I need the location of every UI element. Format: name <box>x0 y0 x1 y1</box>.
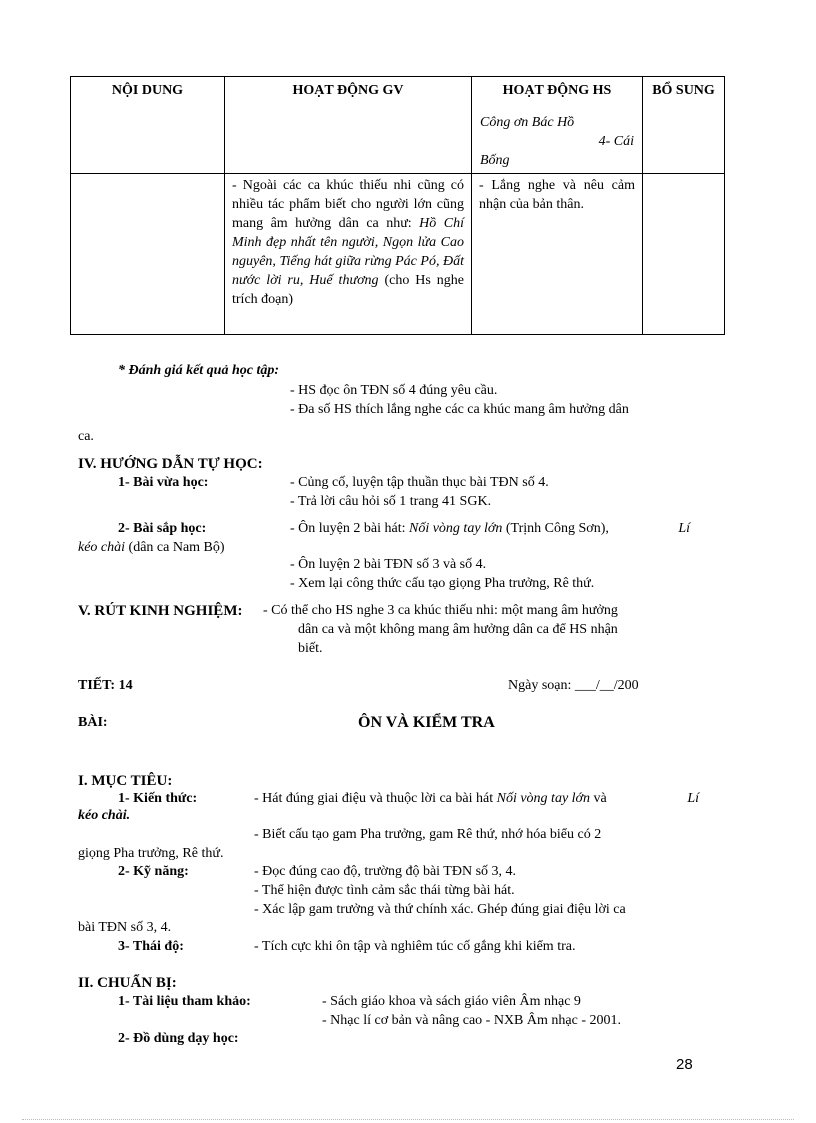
page-bottom-rule <box>22 1119 794 1120</box>
section4-sub2-line2: - Ôn luyện 2 bài TĐN số 3 và số 4. <box>290 557 487 572</box>
sub2-song2-a: Lí <box>678 521 690 536</box>
section5-line1: - Có thể cho HS nghe 3 ca khúc thiếu nhi: một mang âm hưởng <box>263 603 618 618</box>
knowledge-line2: - Biết cấu tạo gam Pha trưởng, gam Rê thứ, nhớ hóa biểu có 2 <box>254 827 602 842</box>
sub2-line1-pre: - Ôn luyện 2 bài hát: <box>290 521 409 536</box>
reference-line2: - Nhạc lí cơ bản và nâng cao - NXB Âm nhạc - 2001. <box>322 1013 621 1028</box>
header-hoat-dong-hs-label: HOẠT ĐỘNG HS <box>502 83 612 98</box>
skills-line1: - Đọc đúng cao độ, trường độ bài TĐN số 3, 4. <box>254 864 517 879</box>
skills-label: 2- Kỹ năng: <box>118 864 189 879</box>
knowledge-label: 1- Kiến thức: <box>118 791 198 806</box>
section4-sub2-label: 2- Bài sắp học: <box>118 521 207 536</box>
eval-heading: * Đánh giá kết quả học tập: <box>118 363 280 378</box>
hs-top-line3: Bống <box>480 153 510 168</box>
section2-heading: II. CHUẨN BỊ: <box>78 975 177 991</box>
section5-line2: dân ca và một không mang âm hưởng dân ca để HS nhận <box>298 622 618 637</box>
cell-bo-sung <box>643 174 725 335</box>
header-bo-sung: BỔ SUNG <box>643 77 725 174</box>
reference-label: 1- Tài liệu tham khảo: <box>118 994 251 1009</box>
gv-song-list: Hồ Chí Minh đẹp nhất tên người, Ngọn lửa Cao nguyên, Tiếng hát giữa rừng Pác Pó, Đất nước lời ru, Huế thương <box>232 216 464 288</box>
sub2-line1-mid: (Trịnh Công Sơn), <box>502 521 609 536</box>
hs-top-line2: 4- Cái <box>598 134 634 149</box>
attitude-line1: - Tích cực khi ôn tập và nghiêm túc cố gắng khi kiểm tra. <box>254 939 576 954</box>
attitude-label: 3- Thái độ: <box>118 939 184 954</box>
table-row <box>71 174 725 335</box>
bai-label: BÀI: <box>78 715 108 730</box>
k-song2-a: Lí <box>687 791 699 806</box>
cell-hoat-dong-hs: - Lắng nghe và nêu cảm nhận của bản thân. <box>472 174 643 335</box>
k-line1-mid: và <box>590 791 607 806</box>
gv-intro-text: - Ngoài các ca khúc thiếu nhi cũng có nhiều tác phẩm biết cho người lớn cũng mang âm hưởng dân ca như: <box>232 178 464 231</box>
header-hoat-dong-gv: HOẠT ĐỘNG GV <box>225 77 472 174</box>
knowledge-line2-cont: giọng Pha trưởng, Rê thứ. <box>78 846 224 861</box>
skills-line3: - Xác lập gam trưởng và thứ chính xác. Ghép đúng giai điệu lời ca <box>254 902 626 917</box>
eval-line1: - HS đọc ôn TĐN số 4 đúng yêu cầu. <box>290 383 498 398</box>
tiet-label: TIẾT: 14 <box>78 678 133 693</box>
gv-outro-text: (cho Hs nghe trích đoạn) <box>232 273 464 307</box>
cell-noi-dung <box>71 174 225 335</box>
section5-heading: V. RÚT KINH NGHIỆM: <box>78 603 243 619</box>
section4-sub1-line1: - Củng cố, luyện tập thuần thục bài TĐN số 4. <box>290 475 549 490</box>
section4-sub2-line1 <box>290 520 690 538</box>
section5-line3: biết. <box>298 641 323 656</box>
cell-hoat-dong-gv <box>225 174 472 335</box>
section1-heading: I. MỤC TIÊU: <box>78 773 173 789</box>
section4-sub2-line1-cont <box>78 539 225 557</box>
knowledge-song2-b: kéo chài. <box>78 808 131 823</box>
sub2-line1-post: (dân ca Nam Bộ) <box>125 540 225 555</box>
reference-line1: - Sách giáo khoa và sách giáo viên Âm nhạc 9 <box>322 994 581 1009</box>
tools-label: 2- Đồ dùng dạy học: <box>118 1031 239 1046</box>
skills-line2: - Thể hiện được tình cảm sắc thái từng bài hát. <box>254 883 515 898</box>
header-noi-dung: NỘI DUNG <box>71 77 225 174</box>
lesson-table <box>70 76 725 335</box>
skills-line3-cont: bài TĐN số 3, 4. <box>78 920 172 935</box>
eval-line2-cont: ca. <box>78 429 94 444</box>
k-song1: Nối vòng tay lớn <box>496 791 591 806</box>
date-label: Ngày soạn: ___/__/200 <box>508 678 639 693</box>
hs-top-line1: Công ơn Bác Hồ <box>480 115 575 130</box>
eval-line2: - Đa số HS thích lắng nghe các ca khúc mang âm hưởng dân <box>290 402 629 417</box>
hs-top-cell-text <box>472 99 642 172</box>
section4-sub2-line3: - Xem lại công thức cấu tạo giọng Pha trưởng, Rê thứ. <box>290 576 595 591</box>
lesson-title: ÔN VÀ KIỂM TRA <box>358 714 495 731</box>
knowledge-line1 <box>254 790 699 808</box>
sub2-song1: Nối vòng tay lớn <box>408 521 503 536</box>
sub2-song2-b: kéo chài <box>78 540 126 555</box>
page-number: 28 <box>676 1056 693 1073</box>
section4-heading: IV. HƯỚNG DẪN TỰ HỌC: <box>78 456 263 472</box>
k-line1-pre: - Hát đúng giai điệu và thuộc lời ca bài hát <box>254 791 497 806</box>
table-header-row <box>71 77 725 174</box>
header-hoat-dong-hs <box>472 77 643 174</box>
section4-sub1-label: 1- Bài vừa học: <box>118 475 209 490</box>
section4-sub1-line2: - Trả lời câu hỏi số 1 trang 41 SGK. <box>290 494 492 509</box>
